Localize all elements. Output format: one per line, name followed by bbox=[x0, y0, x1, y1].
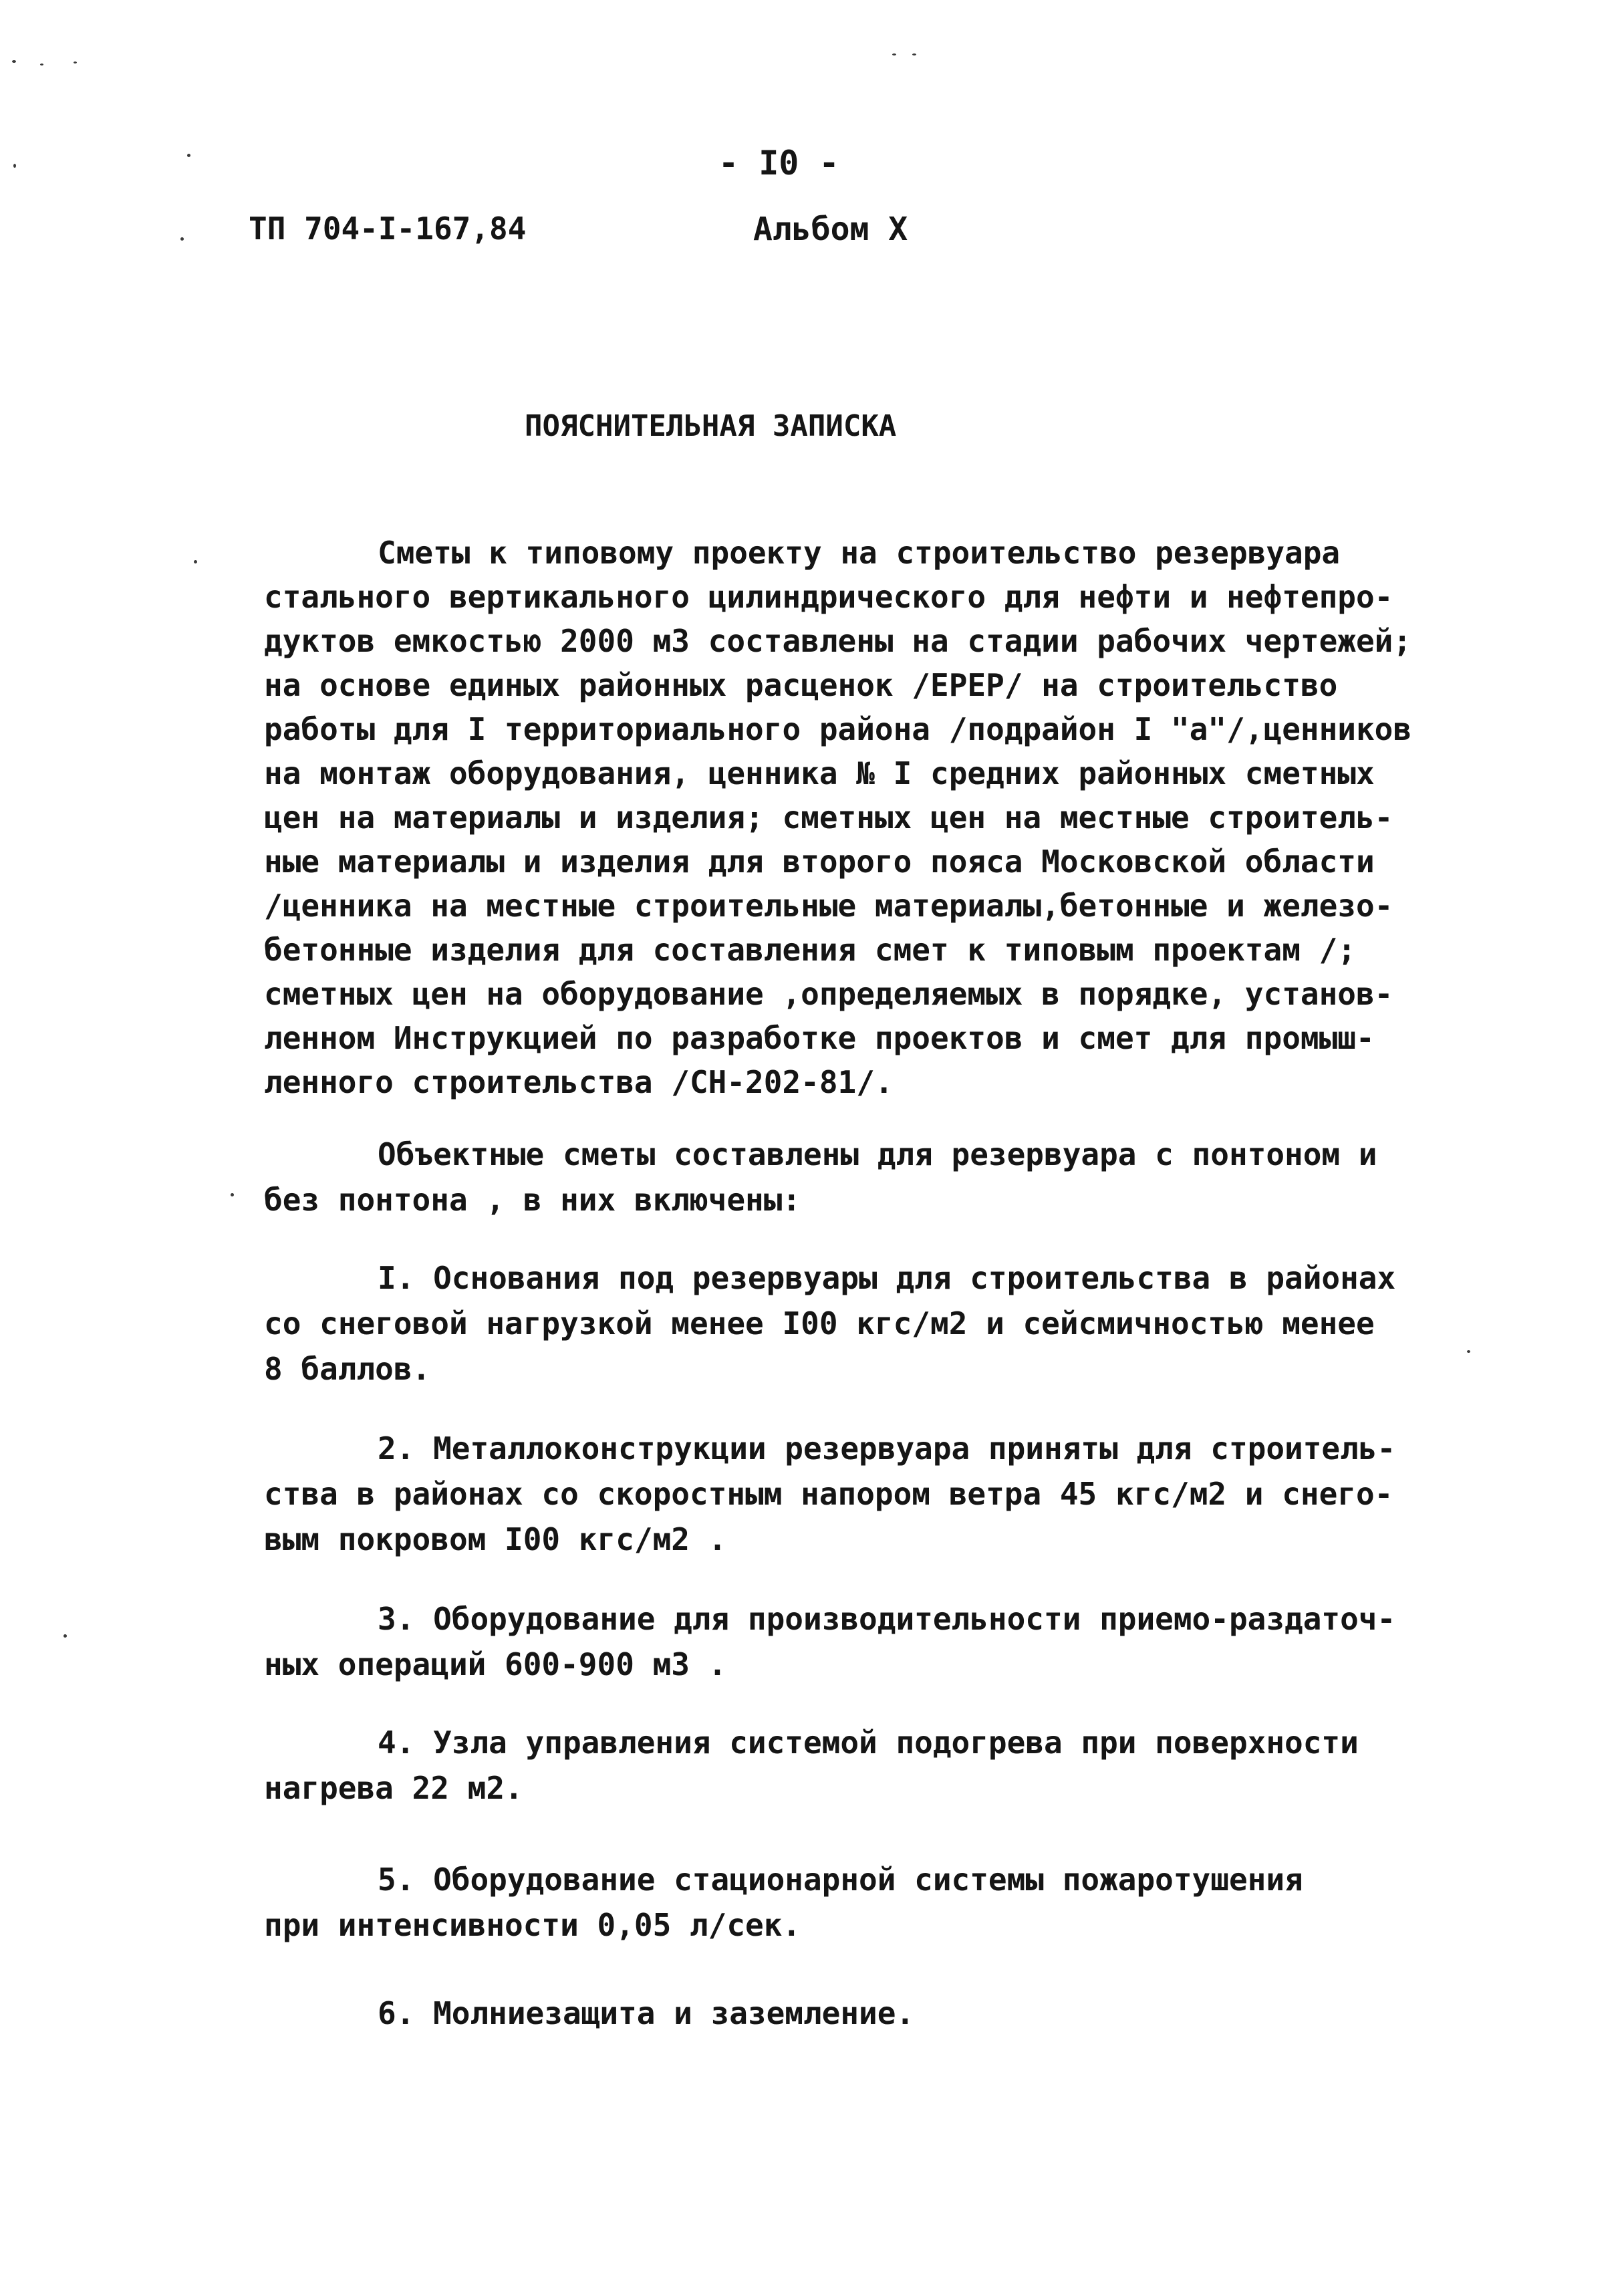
scan-speck bbox=[13, 164, 16, 168]
intro-line: ленном Инструкцией по разработке проектов и смет для промыш- bbox=[264, 1020, 1375, 1056]
list-item-line: 6. Молниезащита и заземление. bbox=[378, 1995, 915, 2031]
scan-speck bbox=[231, 1193, 234, 1196]
list-item-line: при интенсивности 0,05 л/сек. bbox=[264, 1907, 801, 1943]
intro-line: /ценника на местные строительные материалы,бетонные и железо- bbox=[264, 888, 1393, 924]
scan-speck bbox=[187, 154, 190, 157]
list-item-line: нагрева 22 м2. bbox=[264, 1770, 523, 1806]
list-item-line: I. Основания под резервуары для строительства в районах bbox=[378, 1260, 1396, 1296]
intro-line: сметных цен на оборудование ,определяемых в порядке, установ- bbox=[264, 976, 1393, 1012]
document-code: ТП 704-I-167,84 bbox=[249, 211, 527, 247]
album-label: Альбом X bbox=[753, 211, 908, 248]
intro-line: ные материалы и изделия для второго пояса Московской области bbox=[264, 844, 1375, 880]
intro-line: дуктов емкостью 2000 м3 составлены на стадии рабочих чертежей; bbox=[264, 623, 1412, 659]
list-item-line: ства в районах со скоростным напором ветра 45 кгс/м2 и снего- bbox=[264, 1476, 1393, 1512]
scan-speck bbox=[63, 1634, 67, 1638]
intro-line: цен на материалы и изделия; сметных цен на местные строитель- bbox=[264, 799, 1393, 836]
intro-line: стального вертикального цилиндрического для нефти и нефтепро- bbox=[264, 579, 1393, 615]
intro-line: Сметы к типовому проекту на строительство резервуара bbox=[378, 535, 1341, 571]
scan-speck bbox=[194, 560, 197, 563]
list-item-line: 4. Узла управления системой подогрева при поверхности bbox=[378, 1725, 1359, 1761]
intro-line: работы для I территориального района /подрайон I "а"/,ценников bbox=[264, 711, 1412, 747]
document-title: ПОЯСНИТЕЛЬНАЯ ЗАПИСКА bbox=[525, 409, 897, 443]
intro-line: ленного строительства /СН-202-81/. bbox=[264, 1064, 894, 1100]
scan-speck bbox=[1467, 1350, 1470, 1353]
list-item-line: 2. Металлоконструкции резервуара приняты для строитель- bbox=[378, 1430, 1396, 1467]
scan-speck bbox=[40, 63, 43, 66]
list-item-line: 3. Оборудование для производительности приемо-раздаточ- bbox=[378, 1601, 1396, 1637]
intro-line: на основе единых районных расценок /ЕРЕР/ на строительство bbox=[264, 667, 1338, 703]
page-number: - I0 - bbox=[718, 144, 839, 182]
list-item-line: ных операций 600-900 м3 . bbox=[264, 1646, 727, 1682]
list-item-line: 8 баллов. bbox=[264, 1351, 431, 1387]
list-item-line: со снеговой нагрузкой менее I00 кгс/м2 и сейсмичностью менее bbox=[264, 1305, 1375, 1342]
intro-line: на монтаж оборудования, ценника № I средних районных сметных bbox=[264, 755, 1375, 791]
list-item-line: 5. Оборудование стационарной системы пожаротушения bbox=[378, 1862, 1303, 1898]
intro-line: бетонные изделия для составления смет к типовым проектам /; bbox=[264, 932, 1356, 968]
list-item-line: вым покровом I00 кгс/м2 . bbox=[264, 1521, 727, 1557]
scan-speck bbox=[892, 53, 896, 55]
scan-speck bbox=[912, 53, 916, 55]
objects-line: без понтона , в них включены: bbox=[264, 1182, 801, 1218]
scan-speck bbox=[180, 237, 184, 241]
scan-speck bbox=[74, 61, 77, 63]
scan-speck bbox=[12, 60, 16, 63]
objects-line: Объектные сметы составлены для резервуара с понтоном и bbox=[378, 1136, 1377, 1172]
